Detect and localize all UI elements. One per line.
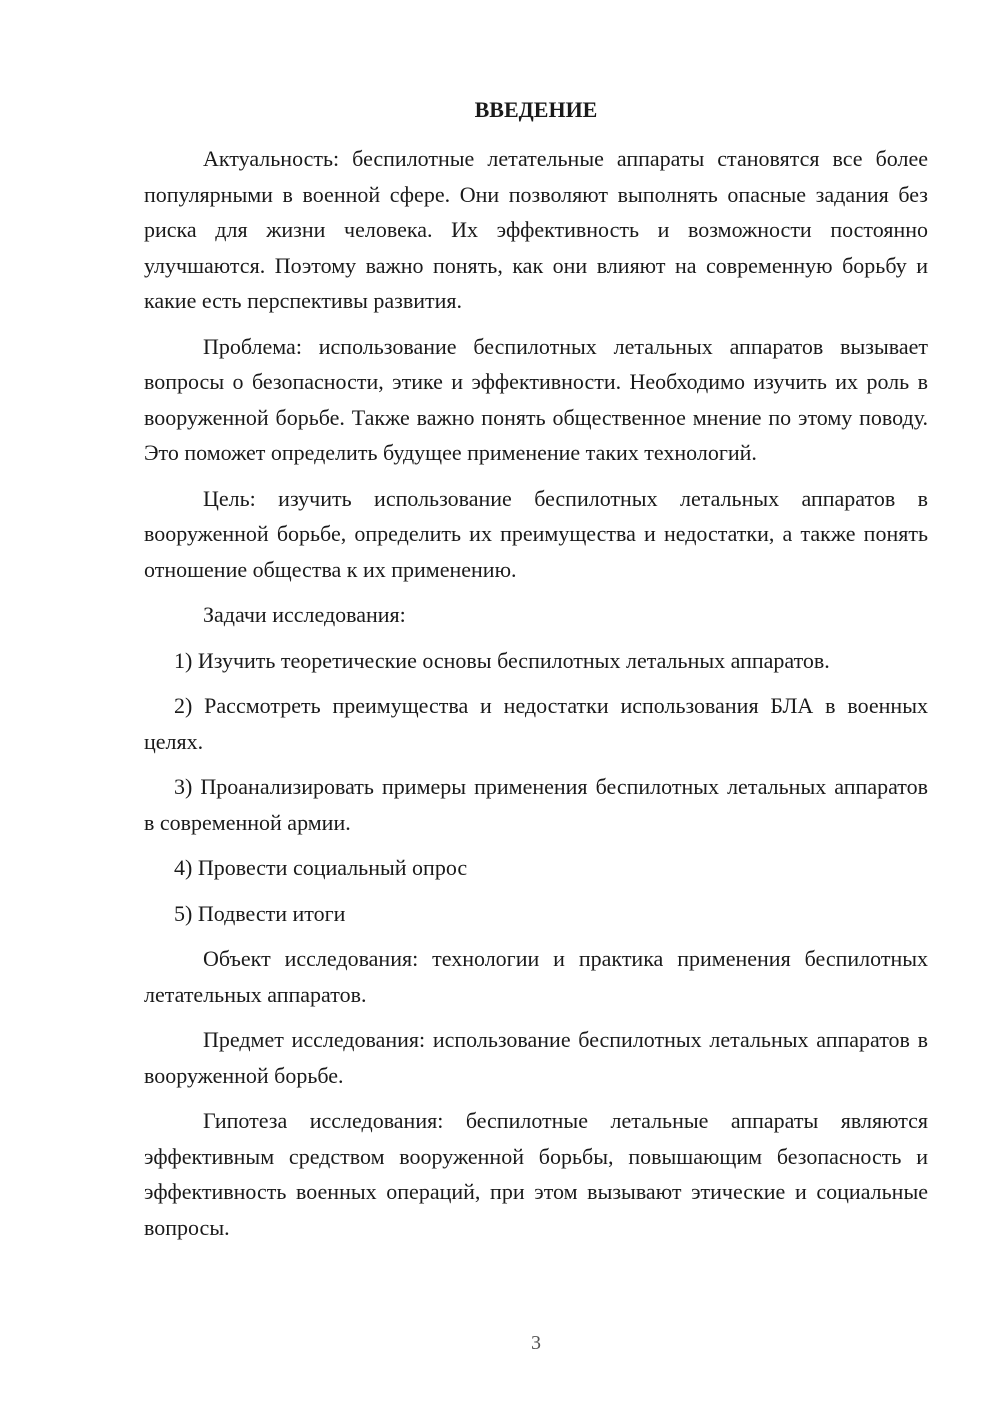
task-item-1: 1) Изучить теоретические основы беспилотных летальных аппаратов. — [174, 647, 830, 673]
paragraph-goal: Цель: изучить использование беспилотных летальных аппаратов в вооруженной борьбе, определить их преимущества и недостатки, а также понять отношение общества к их применению. — [144, 485, 928, 582]
document-body — [144, 141, 928, 1255]
task-item-2: 2) Рассмотреть преимущества и недостатки использования БЛА в военных целях. — [144, 693, 928, 754]
task-item-3: 3) Проанализировать примеры применения беспилотных летальных аппаратов в современной армии. — [144, 774, 928, 835]
paragraph-hypothesis: Гипотеза исследования: беспилотные летальные аппараты являются эффективным средством вооруженной борьбы, повышающим безопасность и эффективность военных операций, при этом вызывают этические и социальные вопросы. — [144, 1108, 928, 1240]
paragraph-subject: Предмет исследования: использование беспилотных летальных аппаратов в вооруженной борьбе. — [144, 1027, 928, 1088]
paragraph-relevance: Актуальность: беспилотные летательные аппараты становятся все более популярными в военной сфере. Они позволяют выполнять опасные задания без риска для жизни человека. Их эффективность и возможности постоянно улучшаются. Поэтому важно понять, как они влияют на современную борьбу и какие есть перспективы развития. — [144, 146, 928, 313]
task-item-4: 4) Провести социальный опрос — [174, 855, 468, 880]
task-item-5: 5) Подвести итоги — [174, 900, 346, 926]
paragraph-tasks-heading: Задачи исследования: — [203, 602, 406, 627]
section-title: ВВЕДЕНИЕ — [474, 97, 598, 122]
page-number: 3 — [531, 1332, 541, 1354]
paragraph-object: Объект исследования: технологии и практика применения беспилотных летательных аппаратов. — [144, 946, 928, 1007]
paragraph-problem: Проблема: использование беспилотных летальных аппаратов вызывает вопросы о безопасности, этике и эффективности. Необходимо изучить их роль в вооруженной борьбе. Также важно понять общественное мнение по этому поводу. Это поможет определить будущее применение таких технологий. — [144, 333, 928, 465]
